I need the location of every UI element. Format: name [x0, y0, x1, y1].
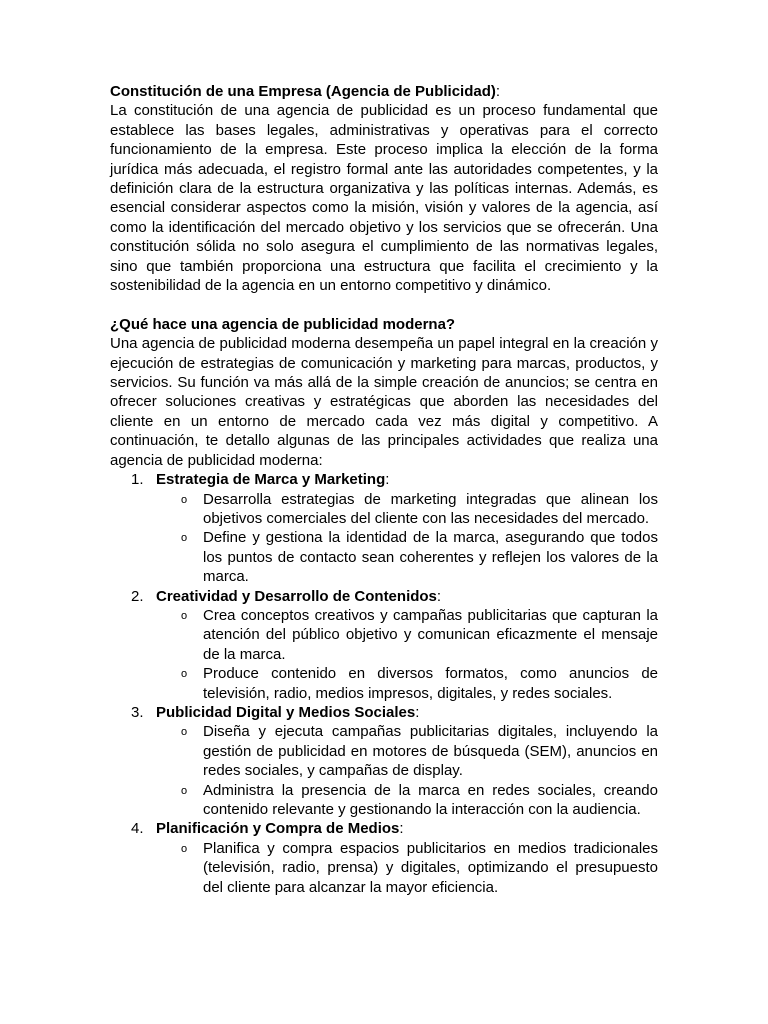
paragraph-spacer [110, 295, 658, 314]
bullet-item [156, 839, 658, 897]
bullet-item [156, 490, 658, 529]
section-title-suffix: : [415, 703, 420, 721]
modern-paragraph: Una agencia de publicidad moderna desempeña un papel integral en la creación y ejecución de estrategias de comunicación y marketing para marcas, productos, y servicios. Su función va más allá de la simple creación de anuncios; se centra en ofrecer soluciones creativas y estratégicas que aborden las necesidades del cliente en un entorno de mercado cada vez más digital y competitivo. A continuación, te detallo algunas de las principales actividades que realiza una agencia de publicidad moderna: [110, 335, 658, 469]
section-bullets [156, 839, 658, 897]
section-heading [156, 819, 658, 838]
section-title: Publicidad Digital y Medios Sociales [156, 703, 416, 721]
section-title: Creatividad y Desarrollo de Contenidos [156, 587, 437, 605]
intro-title-suffix: : [495, 83, 501, 100]
section-title: Planificación y Compra de Medios [156, 820, 400, 838]
section-title-suffix: : [385, 471, 390, 489]
bullet-icon: o [181, 532, 188, 545]
section-item [110, 470, 658, 586]
bullet-item [156, 528, 658, 586]
bullet-text: Define y gestiona la identidad de la marca, asegurando que todos los puntos de contacto sean coherentes y reflejen los valores de la marca. [203, 529, 658, 586]
bullet-item [156, 606, 658, 664]
modern-heading [110, 315, 658, 334]
section-number: 1. [131, 471, 144, 489]
section-item [110, 703, 658, 819]
section-number: 2. [131, 587, 144, 605]
bullet-text: Planifica y compra espacios publicitarios en medios tradicionales (televisión, radio, prensa) y digitales, optimizando el presupuesto del cliente para alcanzar la mayor eficiencia. [203, 839, 658, 896]
section-item [110, 587, 658, 703]
section-bullets [156, 722, 658, 819]
intro-heading [110, 82, 658, 101]
bullet-item [156, 664, 658, 703]
bullet-icon: o [181, 784, 188, 797]
bullet-icon: o [181, 493, 188, 506]
bullet-text: Desarrolla estrategias de marketing integradas que alinean los objetivos comerciales del cliente con las necesidades del mercado. [203, 490, 658, 527]
bullet-text: Diseña y ejecuta campañas publicitarias digitales, incluyendo la gestión de publicidad en motores de búsqueda (SEM), anuncios en redes sociales, y campañas de display. [203, 723, 658, 780]
intro-paragraph: La constitución de una agencia de publicidad es un proceso fundamental que establece las bases legales, administrativas y operativas para el correcto funcionamiento de la empresa. Este proceso implica la elección de la forma jurídica más adecuada, el registro formal ante las autoridades competentes, y la definición clara de la estructura organizativa y las políticas internas. Además, es esencial considerar aspectos como la misión, visión y valores de la agencia, así como la identificación del mercado objetivo y los servicios que se ofrecerán. Una constitución sólida no solo asegura el cumplimiento de las normativas legales, sino que también proporciona una estructura que facilita el crecimiento y la sostenibilidad de la agencia en un entorno competitivo y dinámico. [110, 102, 658, 295]
bullet-text: Produce contenido en diversos formatos, como anuncios de televisión, radio, medios impresos, digitales, y redes sociales. [203, 665, 658, 702]
bullet-text: Administra la presencia de la marca en redes sociales, creando contenido relevante y gestionando la interacción con la audiencia. [203, 781, 658, 819]
section-heading [156, 587, 658, 606]
section-item [110, 819, 658, 897]
section-title-suffix: : [436, 587, 442, 605]
bullet-item [156, 781, 658, 820]
section-bullets [156, 490, 658, 587]
section-title-suffix: : [399, 820, 404, 838]
intro-title: Constitución de una Empresa (Agencia de Publicidad) [110, 83, 496, 100]
bullet-icon: o [181, 609, 188, 622]
section-title: Estrategia de Marca y Marketing [156, 471, 386, 489]
bullet-icon: o [181, 668, 188, 681]
bullet-item [156, 722, 658, 780]
modern-title: ¿Qué hace una agencia de publicidad moderna? [110, 315, 456, 333]
section-number: 3. [131, 703, 144, 721]
document-page [110, 82, 658, 897]
section-heading [156, 703, 658, 722]
section-heading [156, 470, 658, 489]
bullet-text: Crea conceptos creativos y campañas publicitarias que capturan la atención del público objetivo y comunican eficazmente el mensaje de la marca. [203, 606, 658, 663]
bullet-icon: o [181, 842, 188, 855]
bullet-icon: o [181, 726, 188, 739]
section-number: 4. [131, 820, 144, 838]
section-bullets [156, 606, 658, 703]
activities-list [110, 470, 658, 897]
